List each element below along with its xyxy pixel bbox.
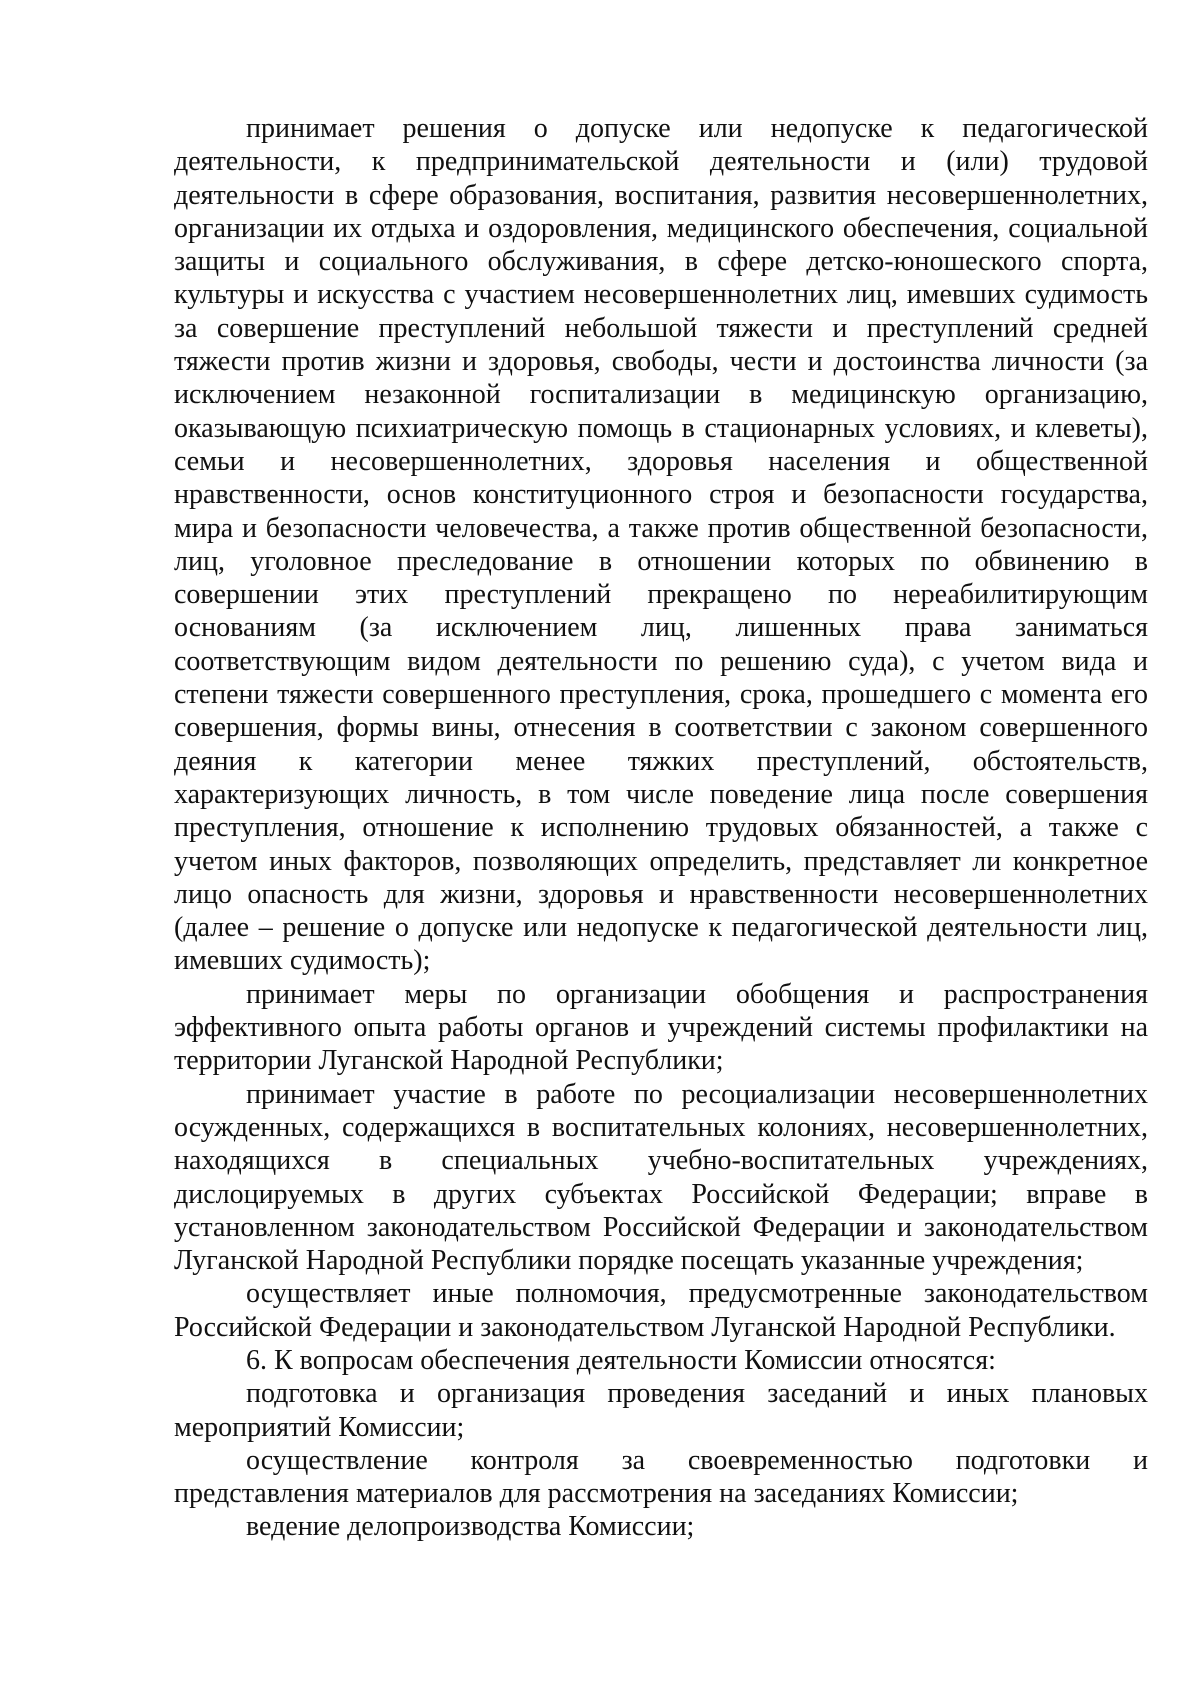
paragraph-meeting-preparation: подготовка и организация проведения заседаний и иных плановых мероприятий Комиссии;	[174, 1378, 1148, 1443]
paragraph-other-powers: осуществляет иные полномочия, предусмотренные законодательством Российской Федерации и законодательством Луганской Народной Республики.	[174, 1278, 1148, 1343]
paragraph-experience-dissemination: принимает меры по организации обобщения и распространения эффективного опыта работы органов и учреждений системы профилактики на территории Луганской Народной Республики;	[174, 978, 1148, 1077]
paragraph-decision-admission: принимает решения о допуске или недопуске к педагогической деятельности, к предпринимательской деятельности и (или) трудовой деятельности в сфере образования, воспитания, развития несовершеннолетних, организации их отдыха и оздоровления, медицинского обеспечения, социальной защиты и социального обслуживания, в сфере детско-юношеского спорта, культуры и искусства с участием несовершеннолетних лиц, имевших судимость за совершение преступлений небольшой тяжести и преступлений средней тяжести против жизни и здоровья, свободы, чести и достоинства личности (за исключением незаконной госпитализации в медицинскую организацию, оказывающую психиатрическую помощь в стационарных условиях, и клеветы), семьи и несовершеннолетних, здоровья населения и общественной нравственности, основ конституционного строя и безопасности государства, мира и безопасности человечества, а также против общественной безопасности, лиц, уголовное преследование в отношении которых по обвинению в совершении этих преступлений прекращено по нереабилитирующим основаниям (за исключением лиц, лишенных права заниматься соответствующим видом деятельности по решению суда), с учетом вида и степени тяжести совершенного преступления, срока, прошедшего с момента его совершения, формы вины, отнесения в соответствии с законом совершенного деяния к категории менее тяжких преступлений, обстоятельств, характеризующих личность, в том числе поведение лица после совершения преступления, отношение к исполнению трудовых обязанностей, а также с учетом иных факторов, позволяющих определить, представляет ли конкретное лицо опасность для жизни, здоровья и нравственности несовершеннолетних (далее – решение о допуске или недопуске к педагогической деятельности лиц, имевших судимость);	[174, 113, 1148, 977]
paragraph-record-keeping: ведение делопроизводства Комиссии;	[246, 1511, 695, 1543]
paragraph-materials-control: осуществление контроля за своевременностью подготовки и представления материалов для рассмотрения на заседаниях Комиссии;	[174, 1444, 1148, 1510]
paragraph-resocialization: принимает участие в работе по ресоциализации несовершеннолетних осужденных, содержащихся в воспитательных колониях, несовершеннолетних, находящихся в специальных учебно-воспитательных учреждениях, дислоцируемых в других субъектах Российской Федерации; вправе в установленном законодательством Российской Федерации и законодательством Луганской Народной Республики порядке посещать указанные учреждения;	[174, 1078, 1148, 1277]
paragraph-section-6-heading: 6. К вопросам обеспечения деятельности Комиссии относятся:	[246, 1344, 996, 1376]
document-page	[174, 112, 1148, 1544]
